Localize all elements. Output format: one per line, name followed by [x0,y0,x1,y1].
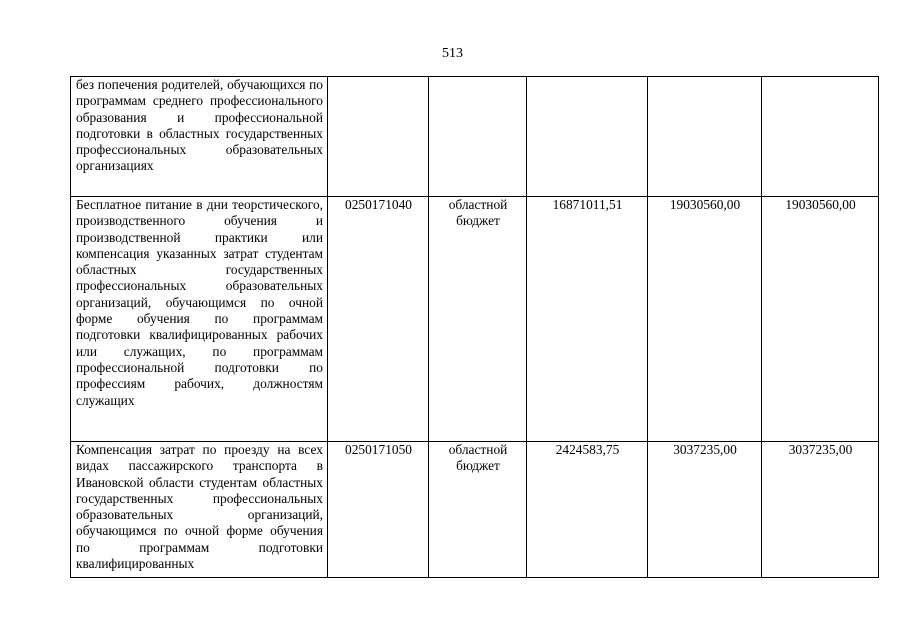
table-row [71,197,879,442]
row-value-3: 3037235,00 [762,442,879,578]
row-code [328,77,429,197]
row-value-1: 16871011,51 [527,197,648,442]
row-code: 0250171040 [328,197,429,442]
row-code: 0250171050 [328,442,429,578]
row-value-2 [648,77,762,197]
table-row [71,77,879,197]
row-description: Компенсация затрат по проезду на всех видах пассажирского транспорта в Ивановской области студентам областных государственных профессиональных образовательных организаций, обучающимся по очной форме обучения по программам подготовки квалифицированных [71,442,328,578]
row-source: областной бюджет [429,442,527,578]
row-value-2: 19030560,00 [648,197,762,442]
row-value-3 [762,77,879,197]
row-description: Бесплатное питание в дни теорстического, производственного обучения и производственной практики или компенсация указанных затрат студентам областных государственных профессиональных образовательных организаций, обучающимся по очной форме обучения по программам подготовки квалифицированных рабочих или служащих, по программам профессиональной подготовки по профессиям рабочих, должностям служащих [71,197,328,442]
row-source: областной бюджет [429,197,527,442]
row-description: без попечения родителей, обучающихся по программам среднего профессионального образования и профессиональной подготовки в областных государственных профессиональных образовательных организациях [71,77,328,197]
row-value-2: 3037235,00 [648,442,762,578]
page-number: 513 [442,46,463,61]
row-value-3: 19030560,00 [762,197,879,442]
row-value-1: 2424583,75 [527,442,648,578]
row-source [429,77,527,197]
budget-table [70,76,879,578]
table-row [71,442,879,578]
row-value-1 [527,77,648,197]
